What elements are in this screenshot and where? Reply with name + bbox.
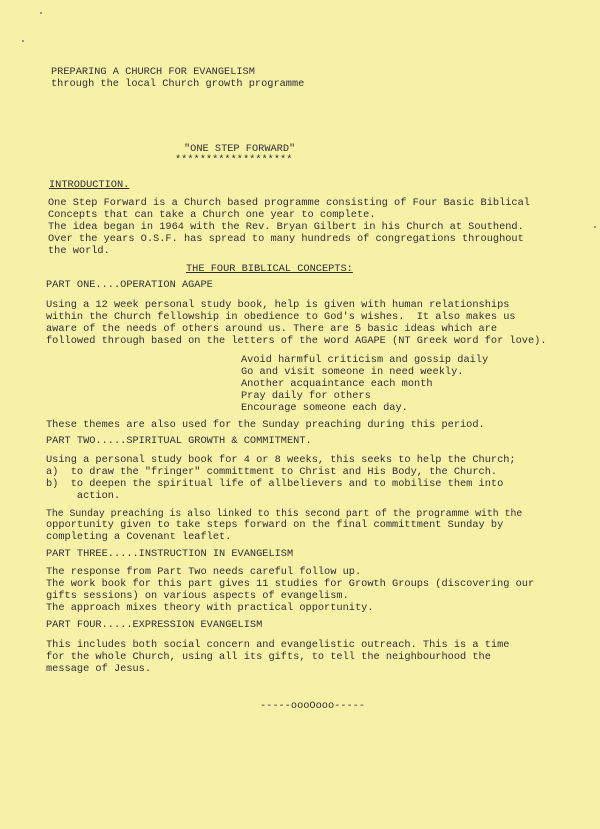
- part-one-line: within the Church fellowship in obedience to God's wishes. It also makes us: [46, 311, 516, 323]
- agape-idea: Another acquaintance each month: [241, 378, 433, 390]
- part-two-after: The Sunday preaching is also linked to this second part of the programme with the: [46, 508, 523, 519]
- part-four-heading: PART FOUR.....EXPRESSION EVANGELISM: [46, 619, 263, 631]
- intro-line: the world.: [48, 245, 110, 257]
- document-subtitle: through the local Church growth programme: [51, 78, 305, 90]
- closing-ornament: -----oooOooo-----: [260, 700, 366, 712]
- part-three-line: The response from Part Two needs careful follow up.: [46, 566, 362, 578]
- intro-line: One Step Forward is a Church based programme consisting of Four Basic Biblical: [48, 197, 530, 209]
- intro-line: The idea began in 1964 with the Rev. Bryan Gilbert in his Church at Southend.: [48, 221, 524, 233]
- part-two-line: Using a personal study book for 4 or 8 weeks, this seeks to help the Church;: [46, 454, 516, 466]
- intro-line: Over the years O.S.F. has spread to many hundreds of congregations throughout: [48, 233, 524, 245]
- part-four-line: message of Jesus.: [46, 663, 152, 675]
- part-two-line: a) to draw the "fringer" committment to Christ and His Body, the Church.: [46, 466, 498, 478]
- part-four-line: This includes both social concern and evangelistic outreach. This is a time: [46, 639, 510, 651]
- paper-speck: [594, 226, 596, 228]
- agape-idea: Go and visit someone in need weekly.: [241, 366, 464, 378]
- intro-heading: INTRODUCTION.: [49, 179, 130, 191]
- part-one-line: Using a 12 week personal study book, help is given with human relationships: [46, 299, 510, 311]
- concepts-heading: THE FOUR BIBLICAL CONCEPTS:: [186, 263, 353, 275]
- part-four-line: for the whole Church, using all its gifts, to tell the neighbourhood the: [46, 651, 491, 663]
- part-three-heading: PART THREE.....INSTRUCTION IN EVANGELISM: [46, 548, 294, 560]
- agape-idea: Pray daily for others: [241, 390, 371, 402]
- programme-title-stars: *******************: [175, 154, 293, 166]
- part-two-line: action.: [46, 490, 121, 502]
- part-three-line: The work book for this part gives 11 studies for Growth Groups (discovering our: [46, 578, 535, 590]
- part-two-after: completing a Covenant leaflet.: [46, 531, 232, 543]
- part-two-line: b) to deepen the spiritual life of allbelievers and to mobilise them into: [46, 478, 504, 490]
- part-two-heading: PART TWO.....SPIRITUAL GROWTH & COMMITMENT.: [46, 435, 312, 447]
- part-one-after: These themes are also used for the Sunday preaching during this period.: [46, 419, 485, 431]
- part-two-after: opportunity given to take steps forward on the final committment Sunday by: [46, 519, 504, 531]
- agape-idea: Encourage someone each day.: [241, 402, 408, 414]
- part-three-line: The approach mixes theory with practical opportunity.: [46, 602, 374, 614]
- paper-speck: [22, 40, 24, 42]
- document-title: PREPARING A CHURCH FOR EVANGELISM: [51, 66, 255, 78]
- part-three-line: gifts sessions) on various aspects of evangelism.: [46, 590, 349, 602]
- paper-speck: [40, 12, 42, 14]
- programme-title: "ONE STEP FORWARD": [184, 143, 296, 155]
- part-one-heading: PART ONE....OPERATION AGAPE: [46, 279, 213, 291]
- agape-idea: Avoid harmful criticism and gossip daily: [241, 354, 489, 366]
- part-one-line: aware of the needs of others around us. There are 5 basic ideas which are: [46, 323, 498, 335]
- intro-line: Concepts that can take a Church one year to complete.: [48, 209, 376, 221]
- part-one-line: followed through based on the letters of the word AGAPE (NT Greek word for love).: [46, 335, 547, 347]
